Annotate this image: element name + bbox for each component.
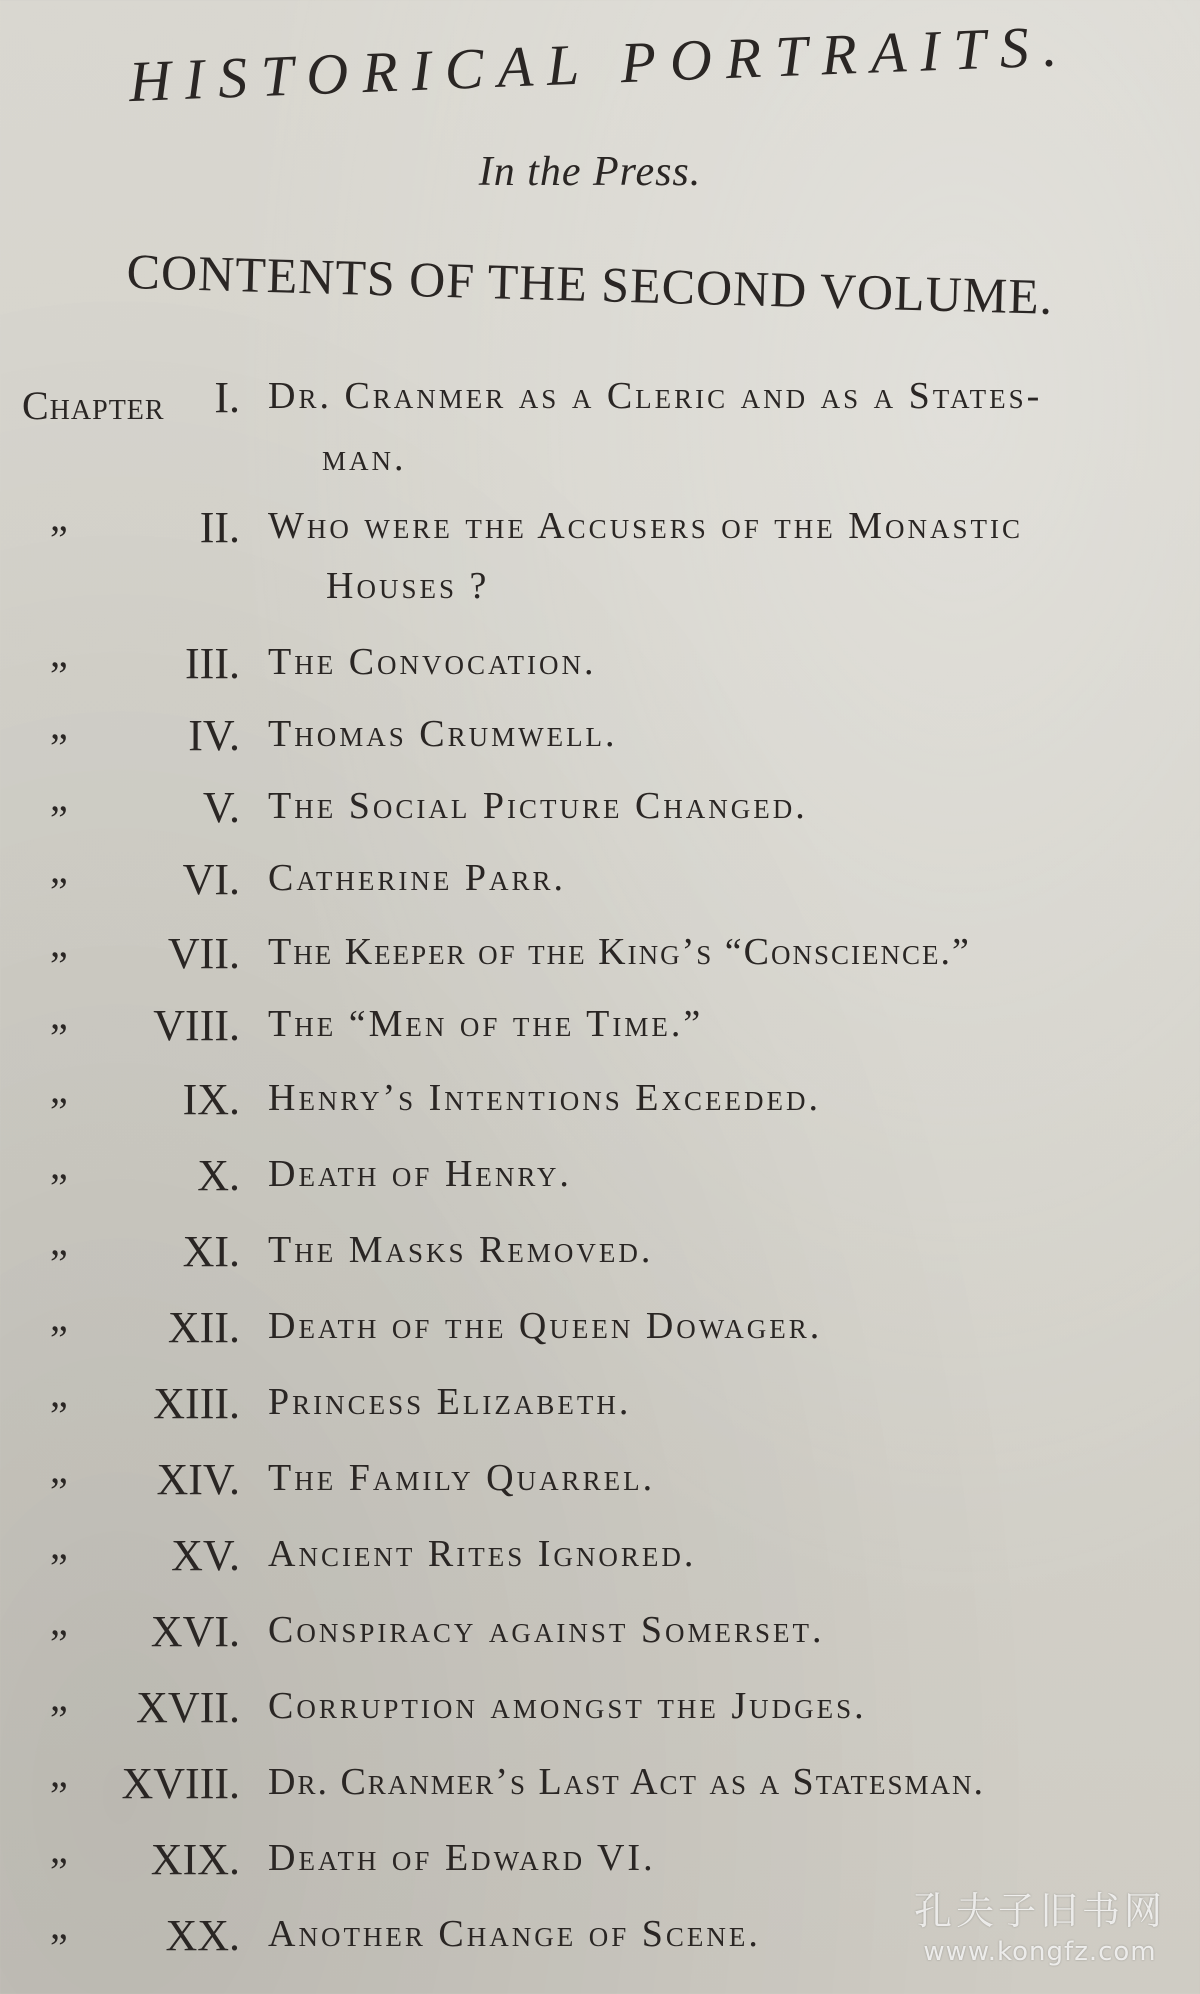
toc-row xyxy=(0,1150,1200,1210)
site-watermark xyxy=(914,1880,1166,1967)
ditto-mark: ” xyxy=(50,1773,68,1818)
chapter-numeral: XI. xyxy=(182,1227,240,1276)
toc-row xyxy=(0,1606,1200,1666)
toc-row xyxy=(0,1000,1200,1060)
chapter-title: The Social Picture Changed. xyxy=(268,785,808,827)
ditto-mark: ” xyxy=(50,1089,68,1134)
chapter-title-continuation: Houses ? xyxy=(326,565,490,607)
watermark-url: www.kongfz.com xyxy=(923,1937,1157,1967)
chapter-numeral: VII. xyxy=(167,929,240,978)
chapter-numeral: X. xyxy=(197,1151,240,1200)
chapter-numeral: XV. xyxy=(171,1531,240,1580)
ditto-mark: ” xyxy=(50,1849,68,1894)
chapter-title: The Keeper of the King’s “Conscience.” xyxy=(268,931,971,973)
chapter-numeral: VI. xyxy=(182,855,240,904)
chapter-title: Death of Edward VI. xyxy=(268,1837,656,1879)
chapter-title: Princess Elizabeth. xyxy=(268,1381,632,1423)
chapter-numeral: I. xyxy=(214,373,240,422)
toc-row xyxy=(0,1682,1200,1742)
chapter-title: Who were the Accusers of the Monastic xyxy=(268,505,1024,547)
press-notice: In the Press. xyxy=(478,149,702,195)
toc-row xyxy=(0,1454,1200,1514)
ditto-mark: ” xyxy=(50,1697,68,1742)
chapter-numeral: IV. xyxy=(188,711,240,760)
chapter-numeral: XVIII. xyxy=(121,1759,240,1808)
book-title: HISTORICAL PORTRAITS. xyxy=(127,12,1073,115)
chapter-numeral: XIX. xyxy=(150,1835,240,1884)
ditto-mark: ” xyxy=(50,517,68,562)
ditto-mark: ” xyxy=(50,653,68,698)
ditto-mark: ” xyxy=(50,869,68,914)
chapter-numeral: V. xyxy=(202,783,240,832)
chapter-label: Chapter xyxy=(22,383,165,428)
chapter-title: Death of the Queen Dowager. xyxy=(268,1305,823,1347)
chapter-numeral: XIV. xyxy=(156,1455,240,1504)
chapter-title: The Family Quarrel. xyxy=(268,1457,656,1499)
ditto-mark: ” xyxy=(50,1469,68,1514)
chapter-numeral: XVII. xyxy=(136,1683,240,1732)
chapter-title: The Masks Removed. xyxy=(268,1229,654,1271)
toc-row xyxy=(0,1758,1200,1818)
toc-row xyxy=(0,710,1200,770)
chapter-title: Henry’s Intentions Exceeded. xyxy=(268,1077,821,1119)
ditto-mark: ” xyxy=(50,1545,68,1590)
chapter-title: Corruption amongst the Judges. xyxy=(268,1685,867,1727)
contents-heading: CONTENTS OF THE SECOND VOLUME. xyxy=(125,243,1055,325)
ditto-mark: ” xyxy=(50,1317,68,1362)
toc-row xyxy=(0,928,1200,988)
chapter-numeral: XVI. xyxy=(150,1607,240,1656)
toc-row xyxy=(0,1530,1200,1590)
toc-row xyxy=(0,638,1200,698)
toc-row xyxy=(0,1302,1200,1362)
chapter-numeral: III. xyxy=(185,639,240,688)
chapter-numeral: XX. xyxy=(165,1911,240,1960)
chapter-title: The Convocation. xyxy=(268,641,597,683)
chapter-numeral: VIII. xyxy=(153,1001,240,1050)
toc-row xyxy=(0,1074,1200,1134)
watermark-text: 孔夫子旧书网 xyxy=(913,1889,1166,1933)
chapter-numeral: XII. xyxy=(167,1303,240,1352)
chapter-numeral: XIII. xyxy=(153,1379,240,1428)
chapter-title: Dr. Cranmer’s Last Act as a Statesman. xyxy=(268,1761,986,1803)
chapter-title: Conspiracy against Somerset. xyxy=(268,1609,825,1651)
toc-row xyxy=(0,502,1200,562)
ditto-mark: ” xyxy=(50,1165,68,1210)
chapter-title: Ancient Rites Ignored. xyxy=(268,1533,697,1575)
ditto-mark: ” xyxy=(50,797,68,842)
chapter-title: Death of Henry. xyxy=(268,1153,572,1195)
chapter-title: The “Men of the Time.” xyxy=(268,1003,704,1045)
chapter-title: Thomas Crumwell. xyxy=(268,713,618,755)
ditto-mark: ” xyxy=(50,1015,68,1060)
toc-row xyxy=(0,372,1200,432)
toc-row xyxy=(0,782,1200,842)
ditto-mark: ” xyxy=(50,1241,68,1286)
toc-row xyxy=(0,1378,1200,1438)
chapter-title: Another Change of Scene. xyxy=(268,1913,761,1955)
ditto-mark: ” xyxy=(50,1621,68,1666)
chapter-title-continuation: man. xyxy=(322,437,407,479)
ditto-mark: ” xyxy=(50,1393,68,1438)
ditto-mark: ” xyxy=(50,943,68,988)
toc-row xyxy=(0,854,1200,914)
chapter-numeral: II. xyxy=(199,503,240,552)
ditto-mark: ” xyxy=(50,1925,68,1970)
chapter-numeral: IX. xyxy=(182,1075,240,1124)
chapter-title: Catherine Parr. xyxy=(268,857,566,899)
ditto-mark: ” xyxy=(50,725,68,770)
chapter-title: Dr. Cranmer as a Cleric and as a States- xyxy=(268,375,1043,417)
toc-row xyxy=(0,1226,1200,1286)
